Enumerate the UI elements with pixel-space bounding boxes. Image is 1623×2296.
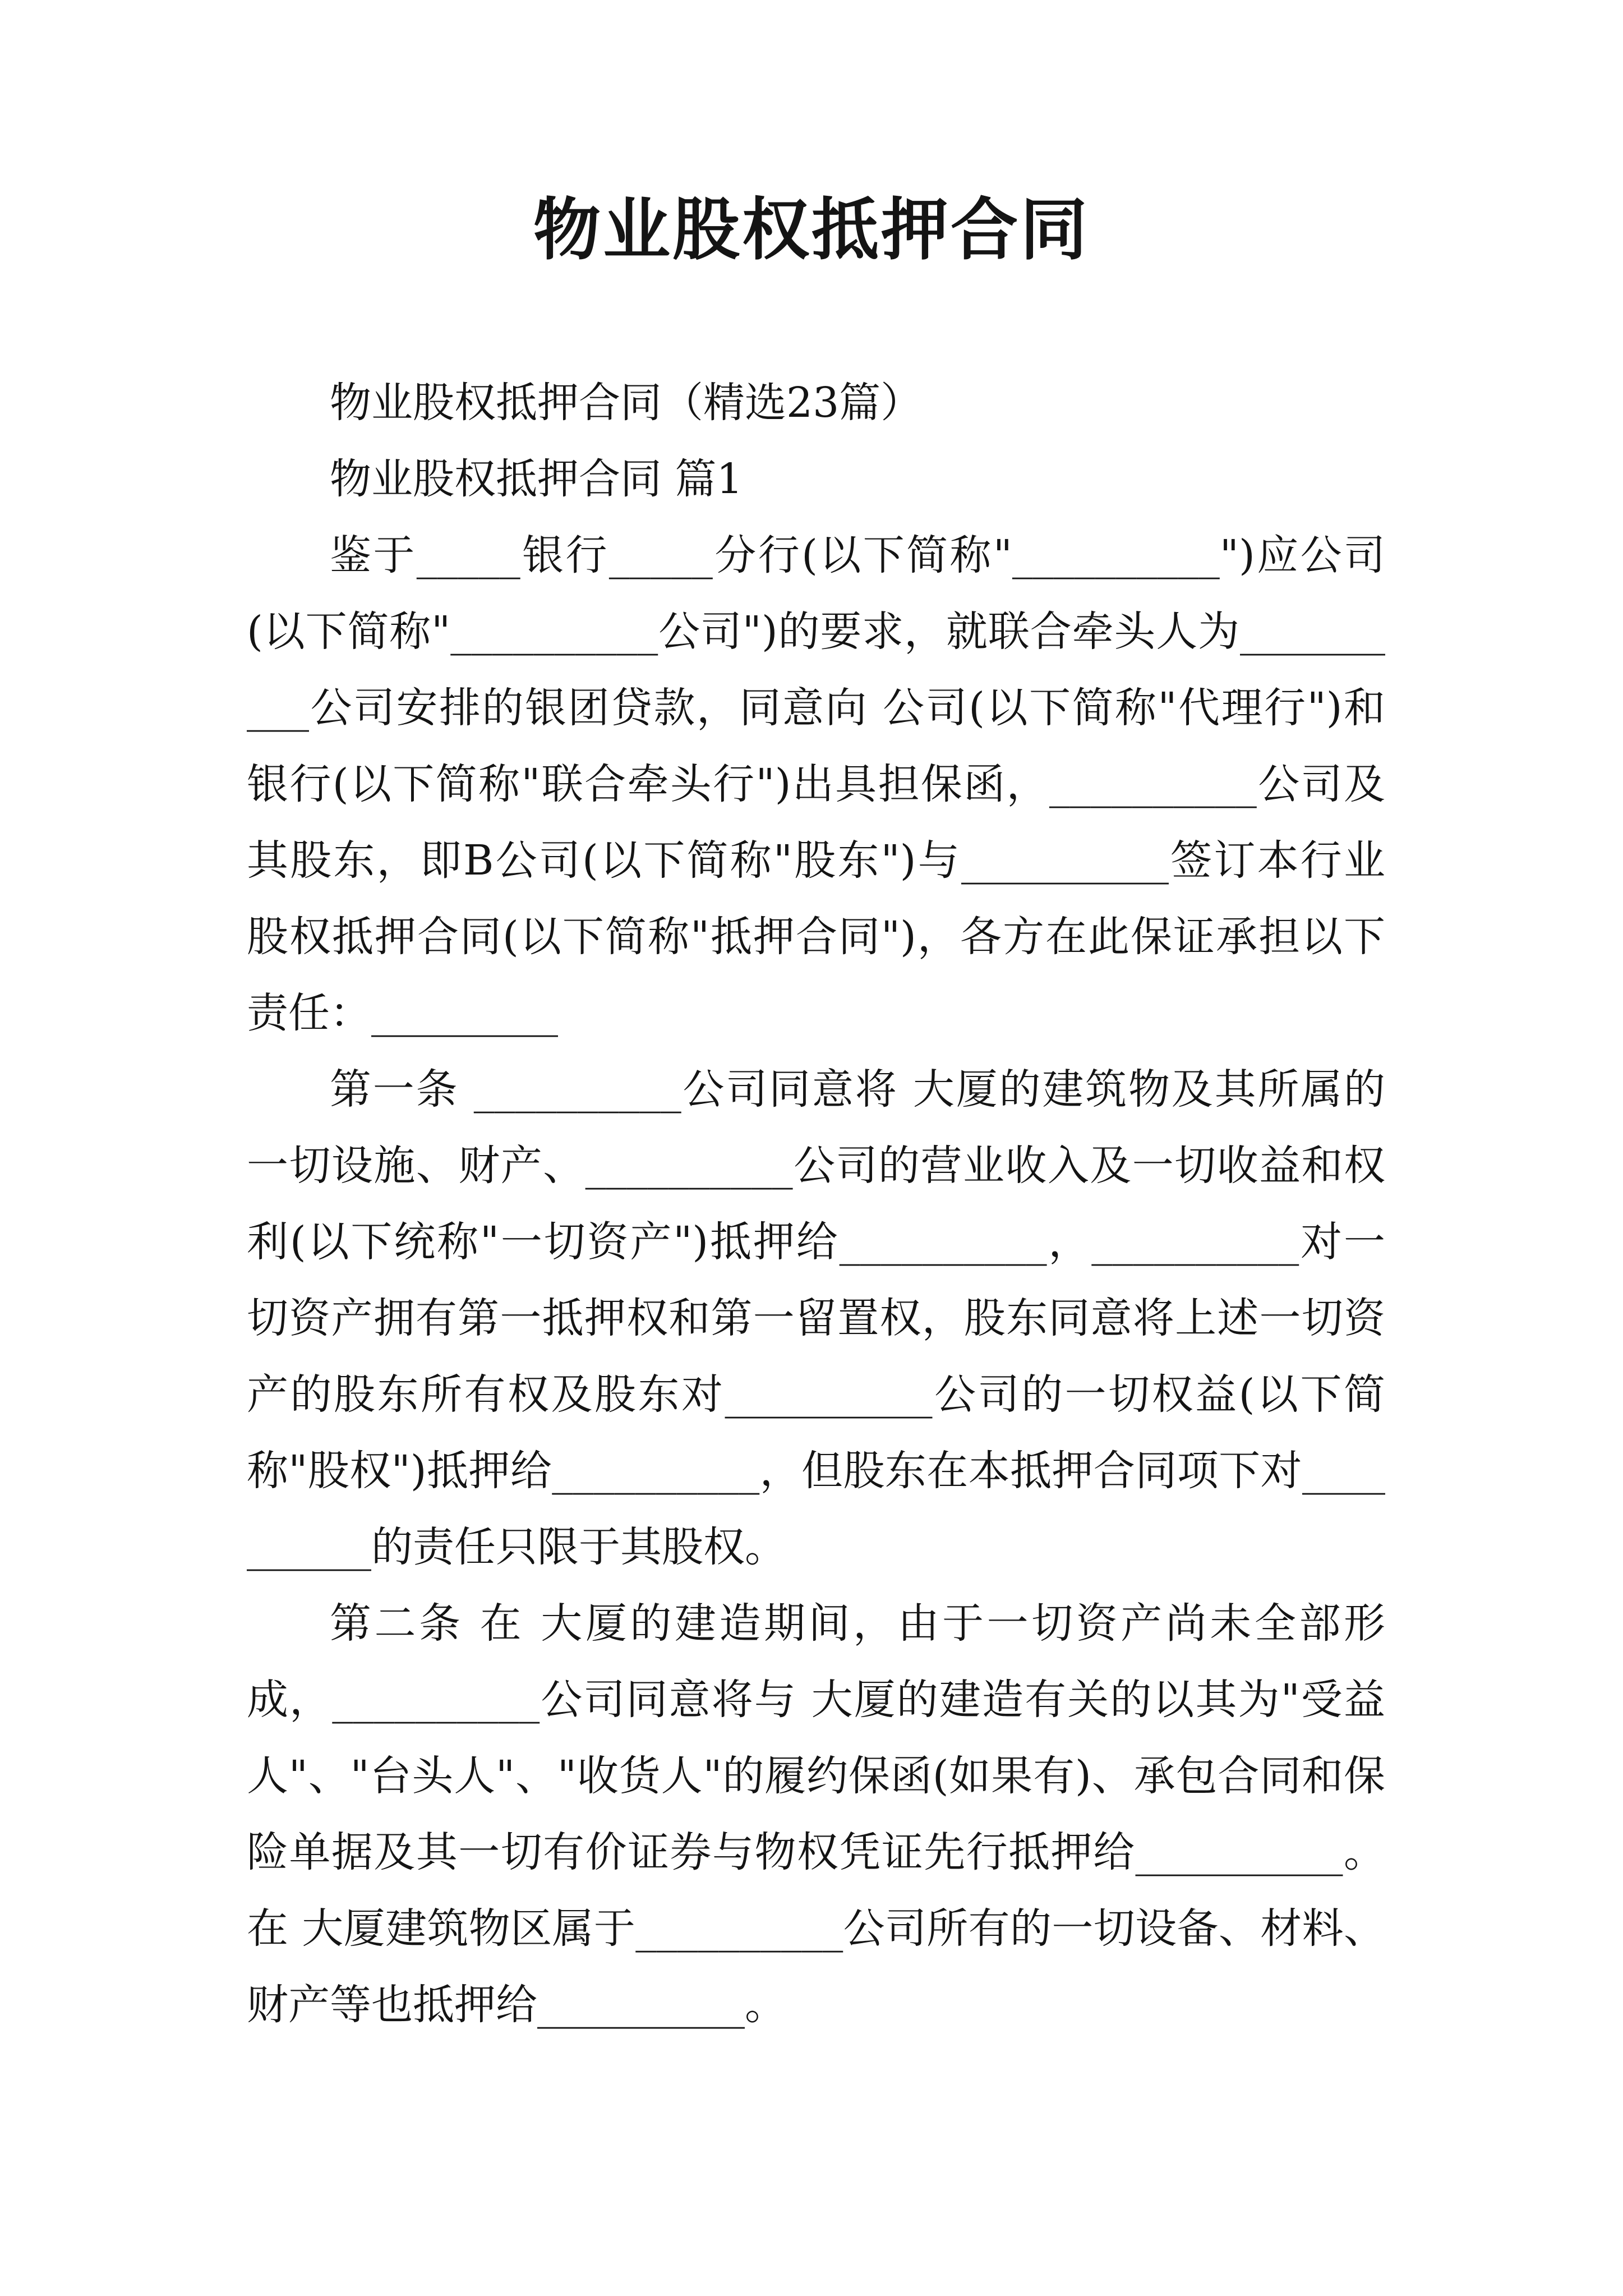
document-title: 物业股权抵押合同 <box>533 190 1090 269</box>
section-heading: 物业股权抵押合同 篇1 <box>330 455 743 503</box>
paragraph-article-2: 第二条 在 大厦的建造期间，由于一切资产尚未全部形成，__________公司同意将与 大厦的建造有关的以其为"受益人"、"台头人"、"收货人"的履约保函(如果有)、承包合同和保险单据及其一切有价证券与物权凭证先行抵押给__________。在 大厦建筑物区属于__________公司所有的一切设备、材料、财产等也抵押给__________。 <box>247 1599 1385 2029</box>
paragraph-preamble: 鉴于_____银行_____分行(以下简称"__________")应公司(以下简称"__________公司")的要求，就联合牵头人为__________公司安排的银团贷款，同意向 公司(以下简称"代理行")和 银行(以下简称"联合牵头行")出具担保函，__________公司及其股东，即B公司(以下简称"股东")与__________签订本行业股权抵押合同(以下简称"抵押合同")，各方在此保证承担以下责任：_________ <box>247 531 1385 1037</box>
document-subtitle: 物业股权抵押合同（精选23篇） <box>330 379 923 427</box>
paragraph-article-1: 第一条 __________公司同意将 大厦的建筑物及其所属的一切设施、财产、__________公司的营业收入及一切收益和权利(以下统称"一切资产")抵押给__________，__________对一切资产拥有第一抵押权和第一留置权，股东同意将上述一切资产的股东所有权及股东对__________公司的一切权益(以下简称"股权")抵押给__________，但股东在本抵押合同项下对__________的责任只限于其股权。 <box>247 1065 1385 1571</box>
document-body <box>247 365 1385 2043</box>
